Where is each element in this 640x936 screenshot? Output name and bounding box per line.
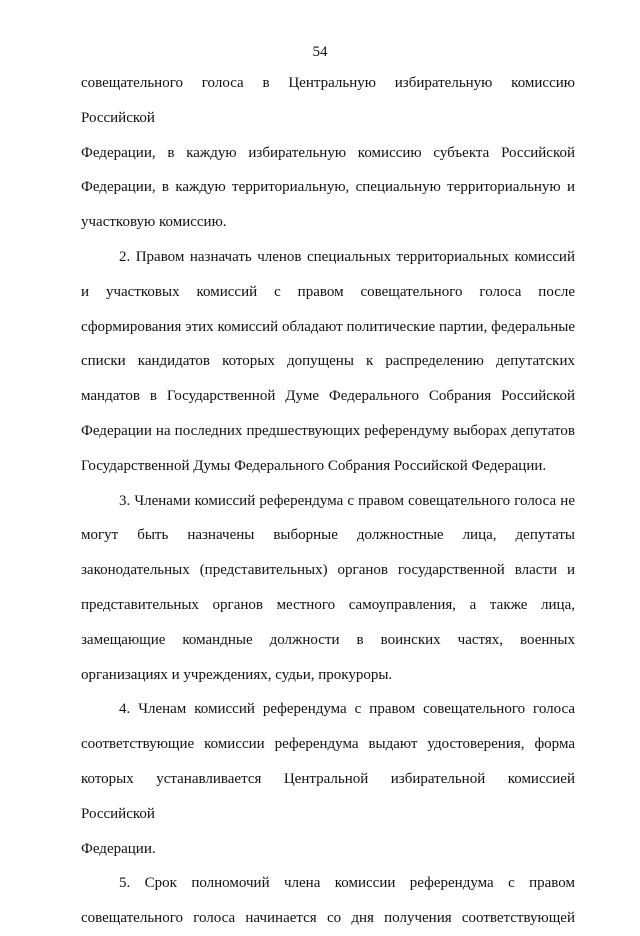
text-line: законодательных (представительных) органов государственной власти и bbox=[81, 562, 575, 579]
text-line: соответствующие комиссии референдума выдают удостоверения, форма bbox=[81, 736, 575, 753]
text-line: сформирования этих комиссий обладают политические партии, федеральные bbox=[81, 318, 575, 335]
text-line: 5. Срок полномочий члена комиссии референдума с правом bbox=[119, 875, 575, 892]
text-line: которых устанавливается Центральной избирательной комиссией Российской bbox=[81, 770, 575, 822]
text-line: Федерации, в каждую избирательную комиссию субъекта Российской bbox=[81, 144, 575, 161]
text-line: и участковых комиссий с правом совещательного голоса после bbox=[81, 283, 575, 300]
text-line: мандатов в Государственной Думе Федерального Собрания Российской bbox=[81, 388, 575, 405]
text-line: списки кандидатов которых допущены к распределению депутатских bbox=[81, 353, 575, 370]
text-line: Федерации, в каждую территориальную, специальную территориальную и bbox=[81, 179, 575, 196]
paragraph-item-5 bbox=[81, 866, 575, 936]
text-line: совещательного голоса начинается со дня получения соответствующей bbox=[81, 910, 575, 927]
text-line: Государственной Думы Федерального Собрания Российской Федерации. bbox=[81, 457, 547, 474]
text-line: 2. Правом назначать членов специальных территориальных комиссий bbox=[119, 248, 575, 265]
text-line: Федерации. bbox=[81, 840, 156, 857]
text-line: участковую комиссию. bbox=[81, 214, 227, 231]
text-line: замещающие командные должности в воинских частях, военных bbox=[81, 631, 575, 648]
document-body bbox=[81, 66, 575, 936]
paragraph-continuation bbox=[81, 66, 575, 240]
page-number: 54 bbox=[312, 44, 328, 60]
paragraph-item-3 bbox=[81, 484, 575, 693]
paragraph-item-4 bbox=[81, 692, 575, 866]
text-line: могут быть назначены выборные должностные лица, депутаты bbox=[81, 527, 575, 544]
text-line: организациях и учреждениях, судьи, прокуроры. bbox=[81, 666, 393, 683]
text-line: 4. Членам комиссий референдума с правом совещательного голоса bbox=[119, 701, 575, 718]
paragraph-item-2 bbox=[81, 240, 575, 484]
text-line: 3. Членами комиссий референдума с правом совещательного голоса не bbox=[119, 492, 575, 509]
text-line: Федерации на последних предшествующих референдуму выборах депутатов bbox=[81, 422, 575, 439]
text-line: совещательного голоса в Центральную избирательную комиссию Российской bbox=[81, 75, 575, 126]
text-line: представительных органов местного самоуправления, а также лица, bbox=[81, 596, 575, 613]
